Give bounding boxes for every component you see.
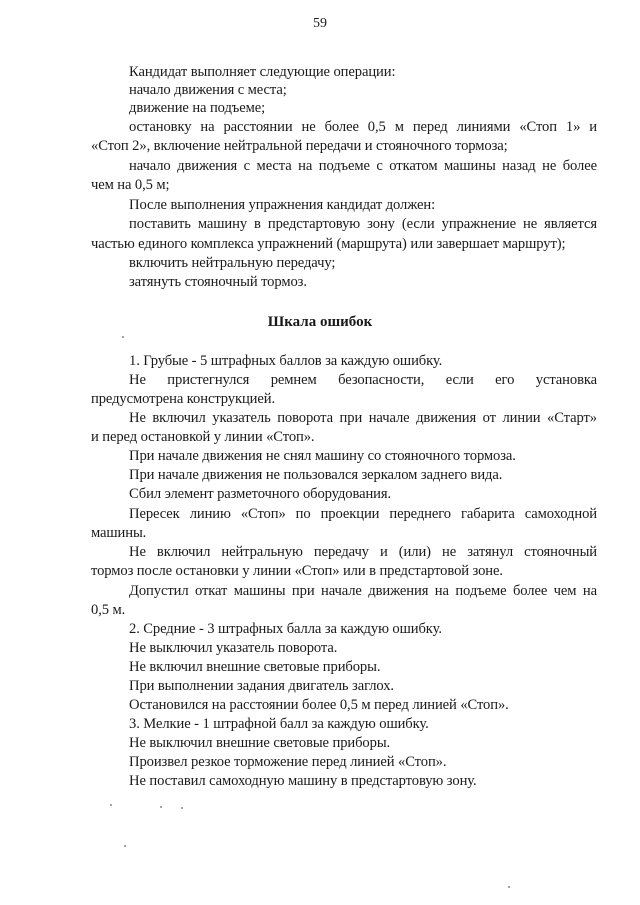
scan-speck (124, 845, 126, 847)
scan-speck (181, 807, 183, 809)
text-line: затянуть стояночный тормоз. (129, 274, 307, 290)
text-line: включить нейтральную передачу; (129, 255, 336, 271)
text-line: Не поставил самоходную машину в предстартовую зону. (129, 773, 477, 789)
text-line: Не выключил указатель поворота. (129, 640, 338, 656)
text-line: 1. Грубые - 5 штрафных баллов за каждую ошибку. (129, 353, 443, 369)
section-heading: Шкала ошибок (267, 314, 373, 330)
text-line: После выполнения упражнения кандидат должен: (129, 197, 436, 213)
text-line: предусмотрена конструкцией. (91, 391, 276, 407)
text-line: Сбил элемент разметочного оборудования. (129, 486, 392, 502)
text-line: 3. Мелкие - 1 штрафной балл за каждую ошибку. (129, 716, 429, 732)
text-line: 2. Средние - 3 штрафных балла за каждую ошибку. (129, 621, 442, 637)
text-line: машины. (91, 525, 147, 541)
text-line: начало движения с места; (129, 82, 287, 98)
text-line: Не включил нейтральную передачу и (или) не затянул стояночный (129, 544, 597, 560)
text-line: Не выключил внешние световые приборы. (129, 735, 391, 751)
scan-speck (110, 804, 112, 806)
text-line: начало движения с места на подъеме с откатом машины назад не более (129, 158, 597, 174)
text-line: движение на подъеме; (129, 100, 266, 116)
text-line: 0,5 м. (91, 602, 126, 618)
text-line: При начале движения не снял машину со стояночного тормоза. (129, 448, 516, 464)
text-line: остановку на расстоянии не более 0,5 м перед линиями «Стоп 1» и (129, 119, 597, 135)
text-line: тормоз после остановки у линии «Стоп» или в предстартовой зоне. (91, 563, 503, 579)
text-line: «Стоп 2», включение нейтральной передачи и стояночного тормоза; (91, 138, 508, 154)
text-line: Остановился на расстоянии более 0,5 м перед линией «Стоп». (129, 697, 509, 713)
text-line: частью единого комплекса упражнений (маршрута) или завершает маршрут); (91, 236, 566, 252)
scan-speck (508, 886, 510, 888)
scan-speck (122, 336, 124, 338)
text-line: Допустил откат машины при начале движения на подъеме более чем на (129, 583, 597, 599)
text-line: Не включил внешние световые приборы. (129, 659, 381, 675)
text-line: При начале движения не пользовался зеркалом заднего вида. (129, 467, 503, 483)
text-line: чем на 0,5 м; (91, 177, 170, 193)
text-line: Пересек линию «Стоп» по проекции переднего габарита самоходной (129, 506, 597, 522)
text-line: Произвел резкое торможение перед линией «Стоп». (129, 754, 447, 770)
text-line: Не включил указатель поворота при начале движения от линии «Старт» (129, 410, 597, 426)
text-line: Кандидат выполняет следующие операции: (129, 64, 396, 80)
text-line: При выполнении задания двигатель заглох. (129, 678, 394, 694)
scan-speck (160, 806, 162, 808)
page-number: 59 (313, 16, 327, 31)
text-line: поставить машину в предстартовую зону (если упражнение не является (129, 216, 597, 232)
text-line: Не пристегнулся ремнем безопасности, если его установка (129, 372, 597, 388)
text-line: и перед остановкой у линии «Стоп». (91, 429, 315, 445)
